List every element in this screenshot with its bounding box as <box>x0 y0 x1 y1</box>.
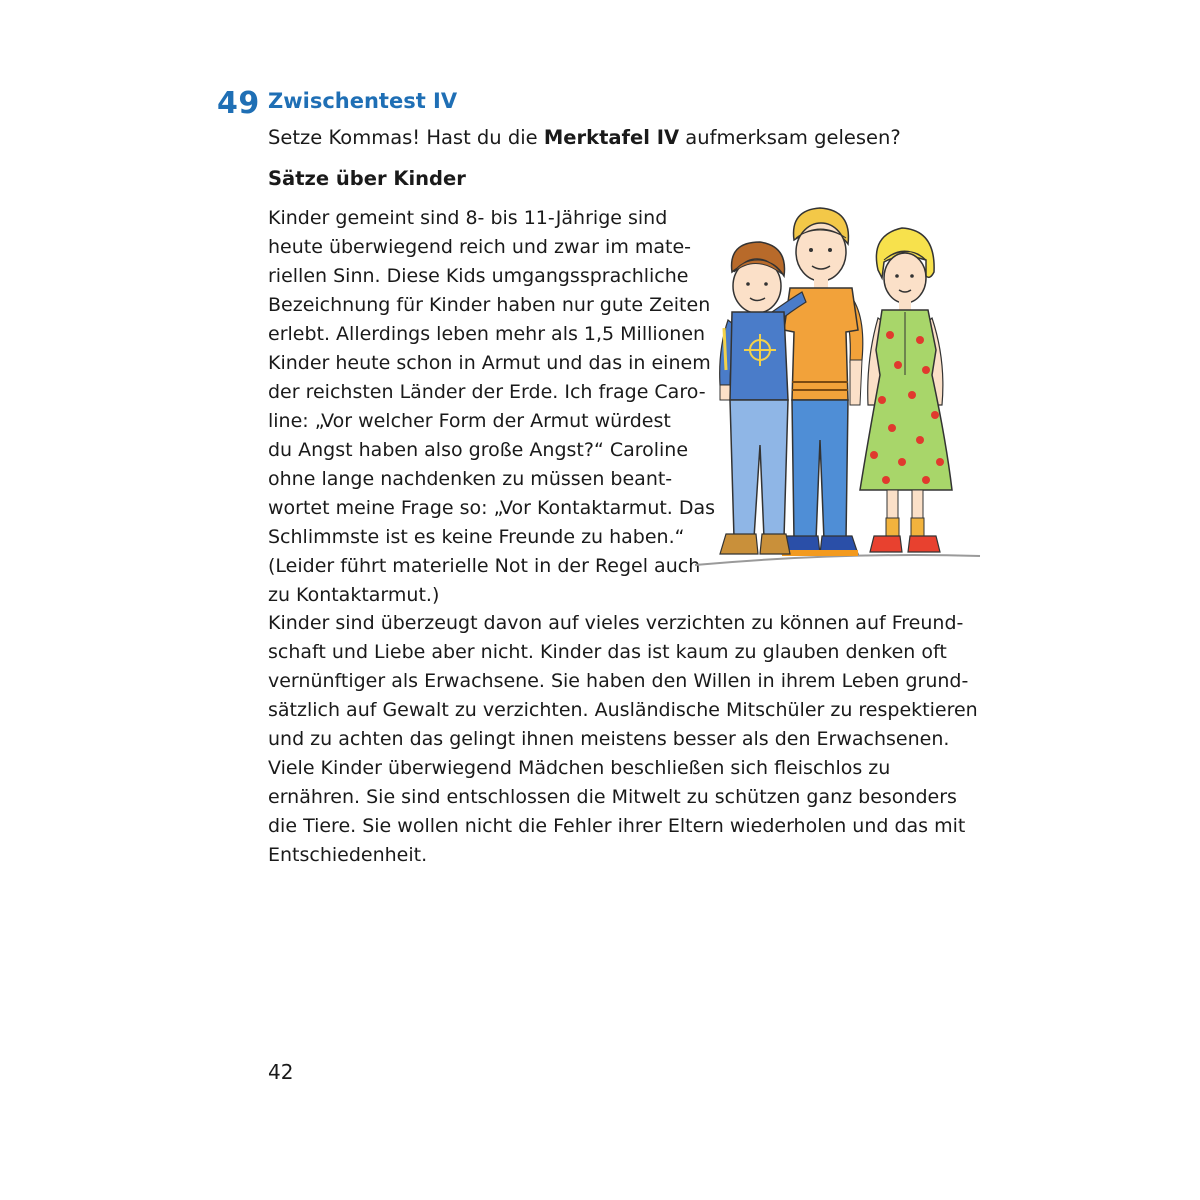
instruction-bold-reference: Merktafel IV <box>543 126 680 149</box>
paragraph-line: Kinder sind überzeugt davon auf vieles verzichten zu können auf Freund- <box>268 612 964 634</box>
paragraph-line: zu Kontaktarmut.) <box>268 584 440 606</box>
paragraph-line: riellen Sinn. Diese Kids umgangssprachliche <box>268 265 689 287</box>
girl-figure <box>860 228 952 552</box>
paragraph-line: Entschiedenheit. <box>268 844 428 866</box>
paragraph-line: vernünftiger als Erwachsene. Sie haben den Willen in ihrem Leben grund- <box>268 670 969 692</box>
paragraph-2 <box>268 609 978 870</box>
paragraph-line: (Leider führt materielle Not in der Regel auch <box>268 555 701 577</box>
exercise-title: Zwischentest IV <box>268 89 458 113</box>
paragraph-line: Schlimmste ist es keine Freunde zu haben.“ <box>268 526 685 548</box>
paragraph-line: ohne lange nachdenken zu müssen beant- <box>268 468 673 490</box>
paragraph-line: der reichsten Länder der Erde. Ich frage Caro- <box>268 381 706 403</box>
paragraph-line: die Tiere. Sie wollen nicht die Fehler ihrer Eltern wiederholen und das mit <box>268 815 966 837</box>
section-subheading: Sätze über Kinder <box>268 167 466 190</box>
paragraph-line: Bezeichnung für Kinder haben nur gute Zeiten <box>268 294 711 316</box>
tall-boy-figure <box>782 208 863 556</box>
exercise-instruction <box>268 126 901 149</box>
children-illustration <box>690 200 985 585</box>
paragraph-line: ernähren. Sie sind entschlossen die Mitwelt zu schützen ganz besonders <box>268 786 957 808</box>
paragraph-line: wortet meine Frage so: „Vor Kontaktarmut. Das <box>268 497 716 519</box>
page-number: 42 <box>268 1060 294 1084</box>
instruction-text-start: Setze Kommas! Hast du die <box>268 126 544 149</box>
paragraph-1 <box>268 204 716 610</box>
paragraph-line: Kinder heute schon in Armut und das in einem <box>268 352 711 374</box>
paragraph-line: schaft und Liebe aber nicht. Kinder das ist kaum zu glauben denken oft <box>268 641 947 663</box>
paragraph-line: line: „Vor welcher Form der Armut würdest <box>268 410 671 432</box>
paragraph-line: sätzlich auf Gewalt zu verzichten. Ausländische Mitschüler zu respektieren <box>268 699 978 721</box>
paragraph-line: du Angst haben also große Angst?“ Caroline <box>268 439 689 461</box>
paragraph-line: heute überwiegend reich und zwar im mate- <box>268 236 692 258</box>
paragraph-line: und zu achten das gelingt ihnen meistens besser als den Erwachsenen. <box>268 728 950 750</box>
exercise-number: 49 <box>217 86 260 121</box>
paragraph-line: erlebt. Allerdings leben mehr als 1,5 Millionen <box>268 323 706 345</box>
paragraph-line: Kinder gemeint sind 8- bis 11-Jährige sind <box>268 207 668 229</box>
paragraph-line: Viele Kinder überwiegend Mädchen beschließen sich fleischlos zu <box>268 757 891 779</box>
instruction-text-end: aufmerksam gelesen? <box>679 126 901 149</box>
